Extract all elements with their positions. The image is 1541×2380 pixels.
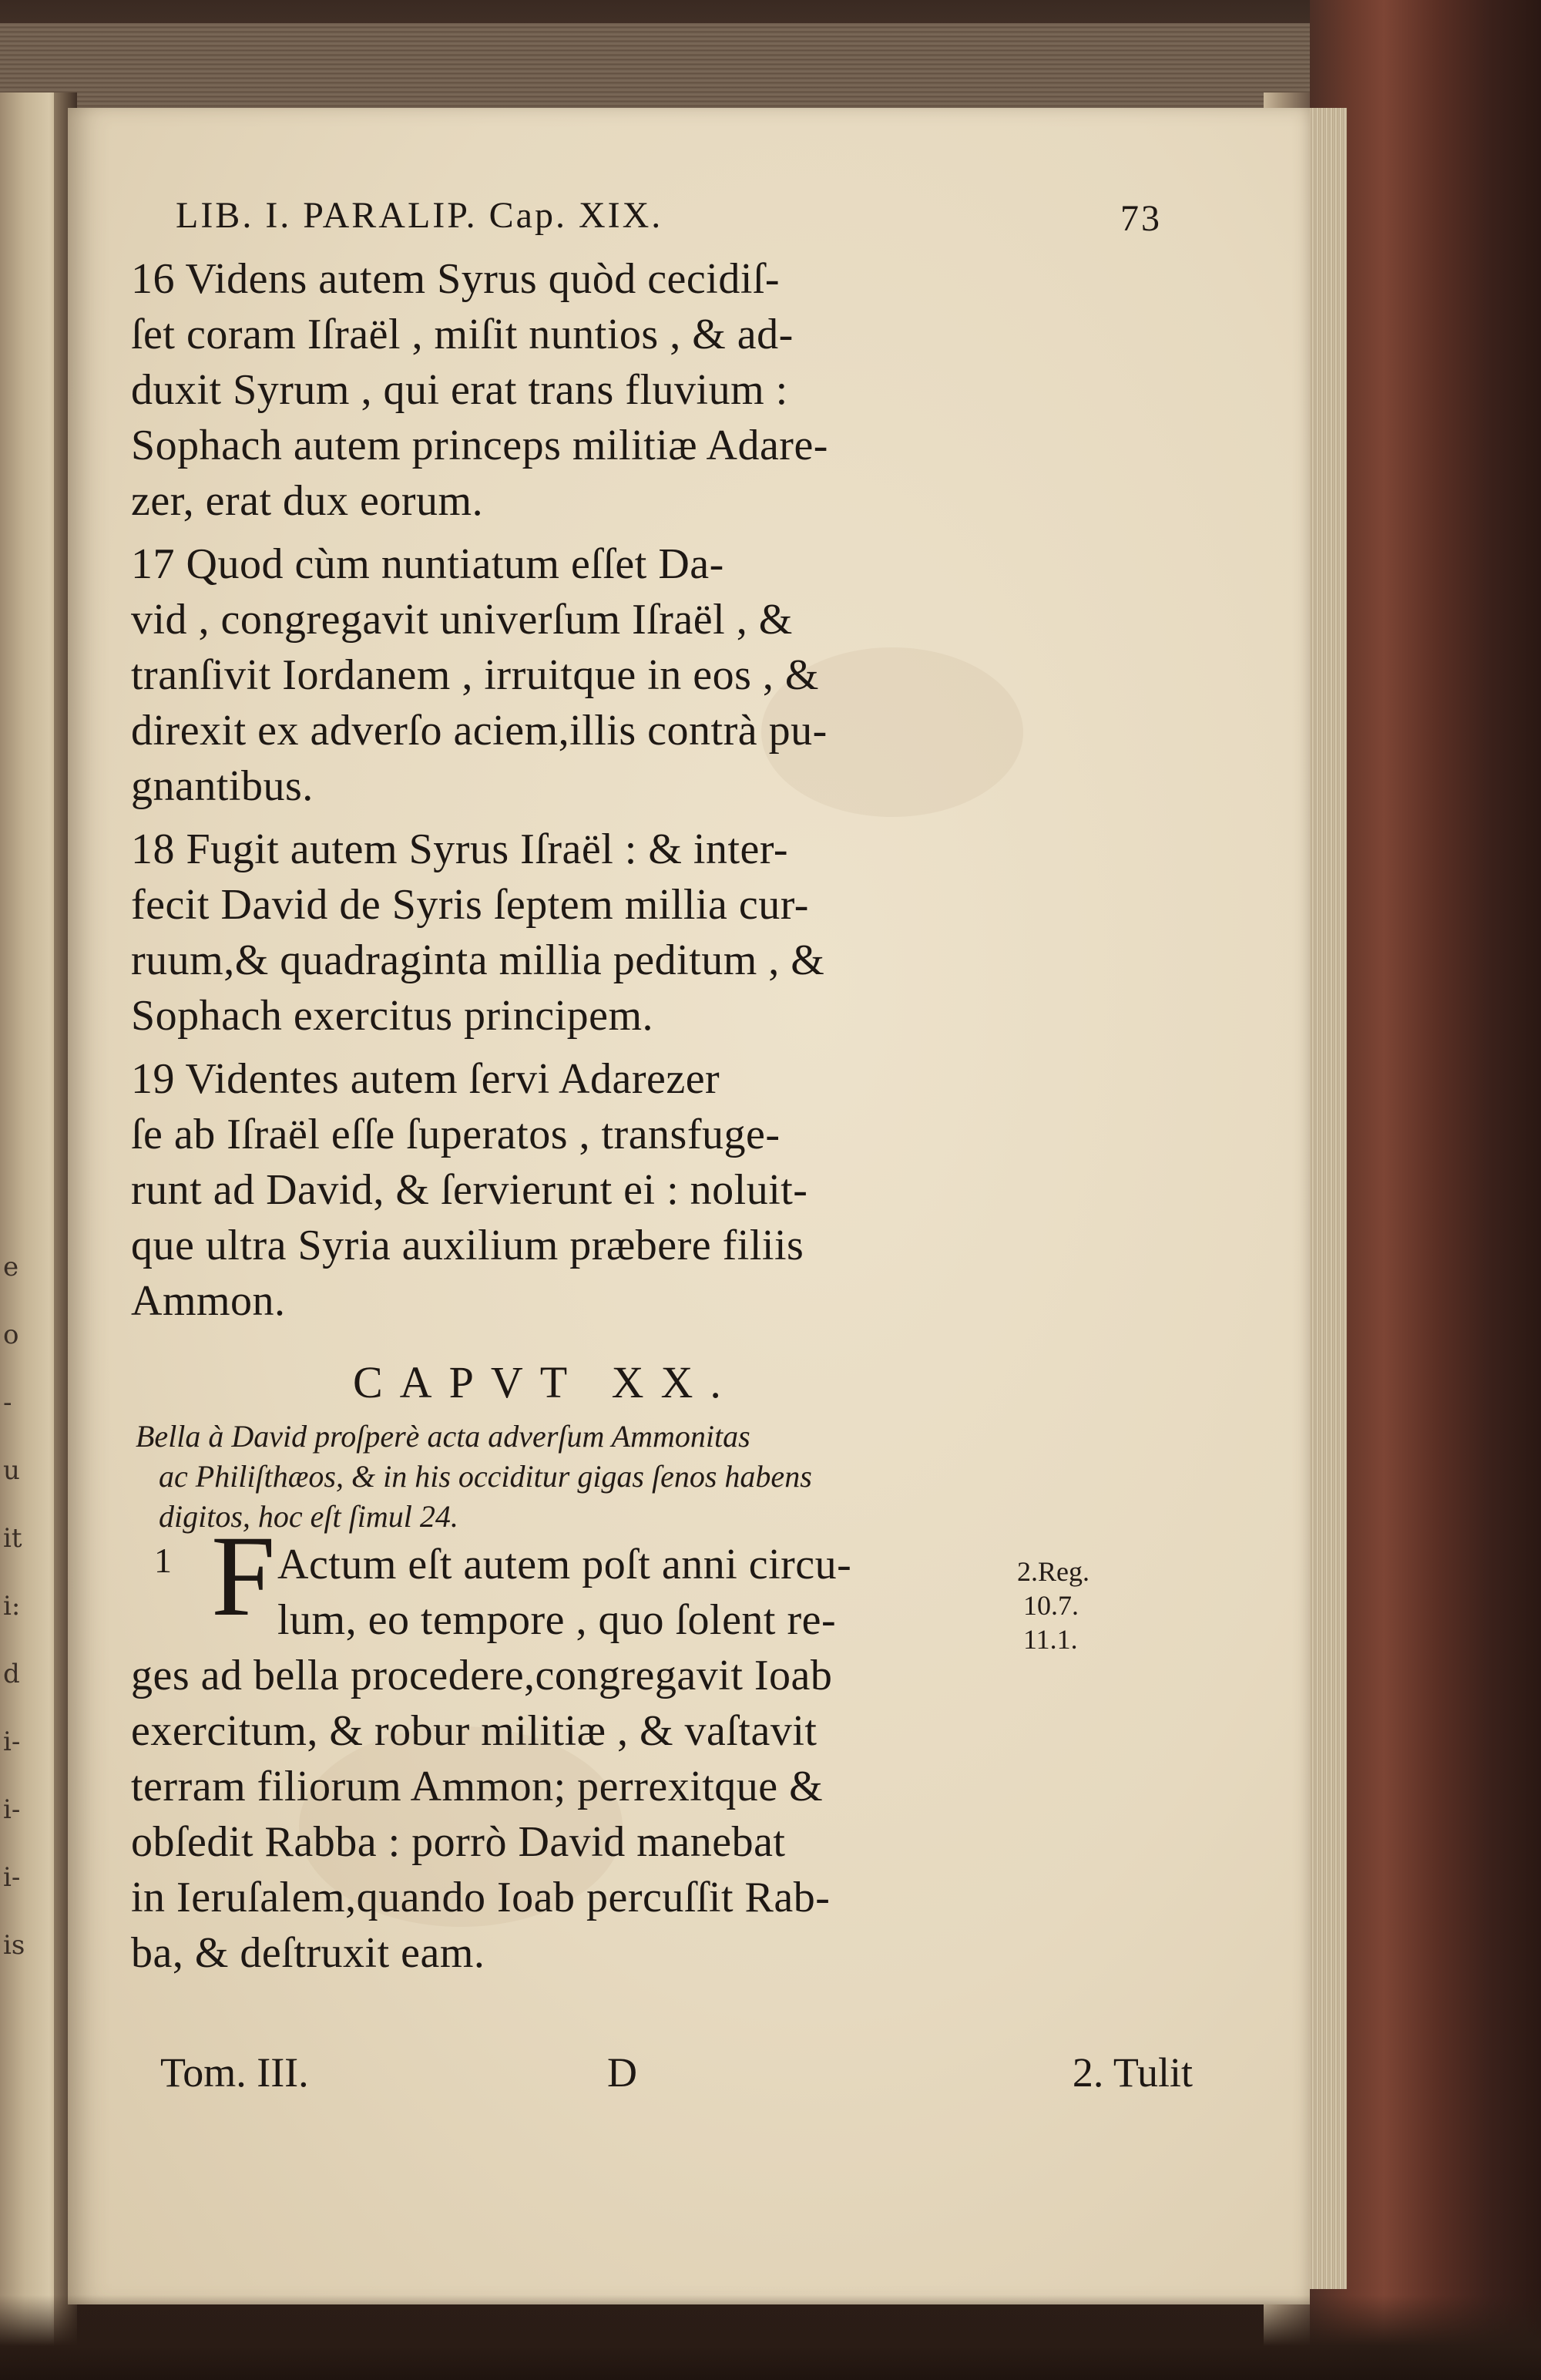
running-header (176, 194, 1162, 248)
left-fragment: is (3, 1930, 25, 1961)
book-page (68, 108, 1310, 2304)
text-line: 19 Videntes autem ſervi Adarezer (131, 1055, 720, 1103)
text-line: in Ieruſalem,quando Ioab percuſſit Rab- (131, 1874, 831, 1921)
left-fragment: o (3, 1319, 19, 1350)
page-number: 73 (1120, 198, 1162, 239)
margin-reference: 10.7. (1023, 1590, 1079, 1621)
left-fragment: i: (3, 1591, 21, 1622)
text-line: tranſivit Iordanem , irruitque in eos , & (131, 651, 819, 699)
text-line: 16 Videns autem Syrus quòd cecidiſ- (131, 255, 781, 303)
left-fragment: d (3, 1659, 20, 1689)
margin-reference: 2.Reg. (1017, 1556, 1089, 1587)
text-line: ges ad bella procedere,congregavit Ioab (131, 1652, 833, 1699)
text-line: Sophach exercitus principem. (131, 992, 654, 1040)
bottom-shadow (0, 2295, 1541, 2380)
text-line: terram filiorum Ammon; perrexitque & (131, 1763, 824, 1810)
text-line: direxit ex adverſo aciem,illis contrà pu- (131, 707, 828, 755)
text-line: ba, & deſtruxit eam. (131, 1929, 485, 1977)
text-line: que ultra Syria auxilium præbere filiis (131, 1222, 804, 1269)
page-block-top (0, 23, 1341, 109)
text-line: gnantibus. (131, 762, 314, 810)
text-line: ſe ab Iſraël eſſe ſuperatos , transfuge- (131, 1111, 781, 1158)
signature-mark: D (607, 2049, 637, 2096)
text-line: fecit David de Syris ſeptem millia cur- (131, 881, 809, 929)
left-fragment: it (3, 1523, 22, 1554)
chapter-summary-line: Bella à David proſperè acta adverſum Ammonitas (136, 1419, 750, 1454)
page-text (68, 108, 1310, 2304)
chapter-summary-line: digitos, hoc eſt ſimul 24. (159, 1499, 458, 1534)
margin-reference: 11.1. (1023, 1624, 1078, 1655)
text-line: exercitum, & robur militiæ , & vaſtavit (131, 1707, 818, 1755)
text-line: vid , congregavit univerſum Iſraël , & (131, 596, 793, 644)
text-line: zer, erat dux eorum. (131, 477, 484, 525)
verse-number: 1 (154, 1541, 172, 1580)
catchword: 2. Tulit (1072, 2049, 1193, 2096)
volume-mark: Tom. III. (160, 2049, 309, 2096)
left-fragment: i- (3, 1794, 21, 1825)
page-edges (1310, 108, 1347, 2289)
left-fragment: u (3, 1455, 20, 1486)
left-fragment: e (3, 1252, 19, 1282)
text-line: 18 Fugit autem Syrus Iſraël : & inter- (131, 825, 789, 873)
text-line: lum, eo tempore , quo ſolent re- (277, 1596, 837, 1644)
text-line: ruum,& quadraginta millia peditum , & (131, 936, 825, 984)
text-line: ſet coram Iſraël , miſit nuntios , & ad- (131, 311, 794, 358)
text-line: Ammon. (131, 1277, 286, 1325)
text-line: duxit Syrum , qui erat trans fluvium : (131, 366, 788, 414)
running-title: LIB. I. PARALIP. Cap. XIX. (176, 195, 663, 236)
text-line: 17 Quod cùm nuntiatum eſſet Da- (131, 540, 724, 588)
text-line: obſedit Rabba : porrò David manebat (131, 1818, 786, 1866)
chapter-heading: CAPVT XX. (353, 1357, 738, 1407)
left-fragment: i- (3, 1862, 21, 1893)
drop-cap: F (211, 1512, 276, 1640)
text-line: Actum eſt autem poſt anni circu- (277, 1541, 852, 1588)
left-page-text-fragments (3, 1233, 42, 2096)
text-line: Sophach autem princeps militiæ Adare- (131, 422, 828, 469)
left-fragment: i- (3, 1726, 21, 1757)
left-fragment: - (3, 1387, 12, 1418)
chapter-summary-line: ac Philiſthæos, & in his occiditur gigas ſenos habens (159, 1459, 812, 1494)
text-line: runt ad David, & ſervierunt ei : noluit- (131, 1166, 808, 1214)
page-footer (160, 2049, 1193, 2103)
